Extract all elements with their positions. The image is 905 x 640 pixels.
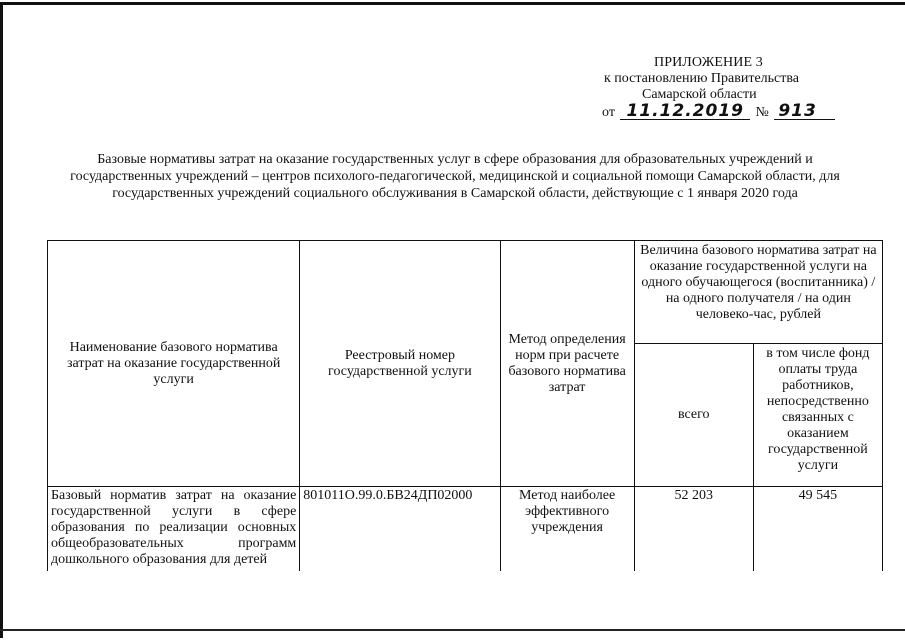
cell-name: Базовый норматив затрат на оказание государственной услуги в сфере образования по реализации основных общеобразовательных программ дошкольного образования для детей [48, 487, 300, 572]
document-heading: Базовые нормативы затрат на оказание государственных услуг в сфере образования для образовательных учреждений и государственных учреждений – центров психолого-педагогической, медицинской и социальной помощи Самарской области, для государственных учреждений социального обслуживания в Самарской области, действующие с 1 января 2020 года [70, 152, 840, 201]
header-including: в том числе фонд оплаты труда работников, непосредственно связанных с оказанием государственной услуги [753, 344, 882, 487]
cell-registry: 801011О.99.0.БВ24ДП02000 [300, 487, 500, 572]
table-row [48, 487, 883, 572]
appendix-date-number-line [602, 103, 835, 121]
header-registry: Реестровый номер государственной услуги [300, 241, 500, 487]
date-prefix: от [602, 105, 615, 120]
norms-table [47, 240, 883, 571]
appendix-resolution-line: к постановлению Правительства [604, 71, 800, 86]
header-total: всего [634, 344, 753, 487]
header-method: Метод определения норм при расчете базового норматива затрат [500, 241, 634, 487]
appendix-region-line: Самарской области [642, 87, 757, 102]
cell-total: 52 203 [634, 487, 753, 572]
scan-border-left [0, 2, 3, 638]
number-sign: № [755, 105, 769, 120]
cell-including: 49 545 [753, 487, 882, 572]
header-value: Величина базового норматива затрат на оказание государственной услуги на одного обучающегося (воспитанника) / на одного получателя / на один человеко-час, рублей [634, 241, 882, 344]
header-name: Наименование базового норматива затрат на оказание государственной услуги [48, 241, 300, 487]
scan-border-bottom [0, 629, 905, 631]
appendix-title: ПРИЛОЖЕНИЕ 3 [654, 55, 763, 70]
handwritten-date: 11.12.2019 [620, 103, 750, 120]
table-header-row [48, 241, 883, 344]
scan-border-top [0, 2, 905, 5]
cell-method: Метод наиболее эффективного учреждения [500, 487, 634, 572]
handwritten-number: 913 [774, 103, 835, 120]
